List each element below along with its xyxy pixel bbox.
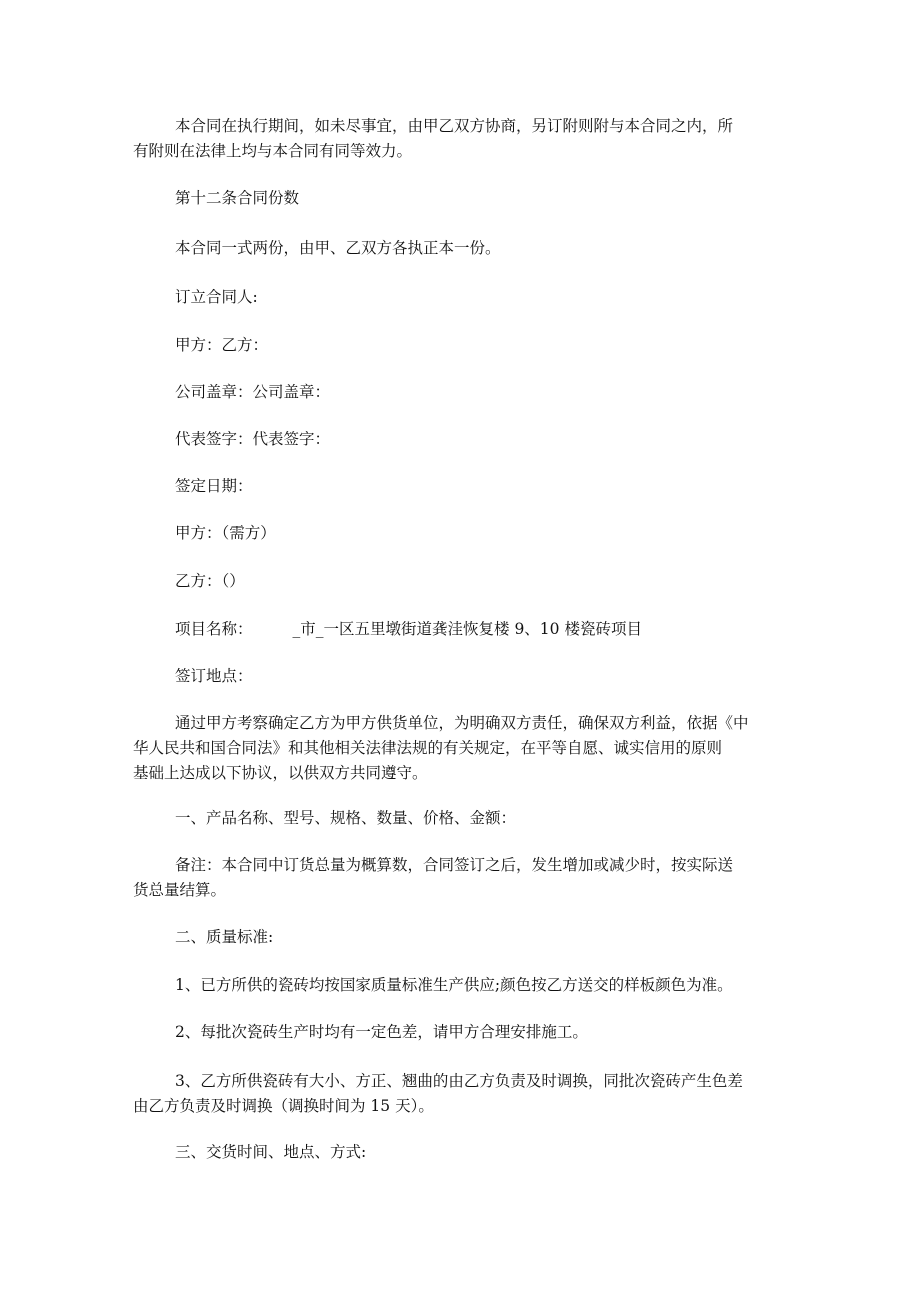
party-a-buyer-label: 甲方：（需方）: [175, 524, 276, 542]
project-name-label: 项目名称：: [175, 620, 253, 638]
representative-signature-label: 代表签字：代表签字：: [175, 430, 331, 448]
paragraph-line: 基础上达成以下协议，以供双方共同遵守。: [133, 764, 428, 782]
paragraph-copies: 本合同一式两份，由甲、乙双方各执正本一份。: [175, 239, 501, 257]
paragraph-line: 本合同在执行期间，如未尽事宜，由甲乙双方协商，另订附则附与本合同之内，所: [175, 117, 734, 135]
project-name-value: _市_一区五里墩街道龚洼恢复楼 9、10 楼瓷砖项目: [292, 620, 642, 638]
quality-item-3: [133, 1069, 793, 1119]
paragraph-remarks: [133, 853, 793, 903]
signing-location-label: 签订地点：: [175, 667, 253, 685]
paragraph-line: 华人民共和国合同法》和其他相关法律法规的有关规定，在平等自愿、诚实信用的原则: [133, 739, 723, 757]
paragraph-line: 货总量结算。: [133, 881, 227, 899]
article-12-heading: 第十二条合同份数: [175, 189, 300, 207]
paragraph-line: 备注：本合同中订货总量为概算数，合同签订之后，发生增加或减少时，按实际送: [175, 856, 734, 874]
paragraph-line: 由乙方负责及时调换（调换时间为 15 天）。: [133, 1097, 434, 1115]
party-a-b-label: 甲方：乙方：: [175, 336, 269, 354]
contracting-parties-label: 订立合同人:: [175, 288, 258, 306]
quality-item-1: 1、已方所供的瓷砖均按国家质量标准生产供应;颜色按乙方送交的样板颜色为准。: [175, 976, 733, 994]
paragraph-line: 3、乙方所供瓷砖有大小、方正、翘曲的由乙方负责及时调换，同批次瓷砖产生色差: [175, 1072, 743, 1090]
section-1-heading: 一、产品名称、型号、规格、数量、价格、金额：: [175, 809, 517, 827]
quality-item-2: 2、每批次瓷砖生产时均有一定色差，请甲方合理安排施工。: [175, 1023, 588, 1041]
company-seal-label: 公司盖章：公司盖章：: [175, 383, 331, 401]
section-2-heading: 二、质量标准:: [175, 928, 274, 946]
paragraph-line: 有附则在法律上均与本合同有同等效力。: [133, 142, 413, 160]
paragraph-supplementary-terms: [133, 114, 793, 164]
section-3-heading: 三、交货时间、地点、方式:: [175, 1143, 367, 1161]
project-name-line: [175, 617, 775, 642]
signing-date-label: 签定日期：: [175, 477, 253, 495]
paragraph-line: 通过甲方考察确定乙方为甲方供货单位，为明确双方责任，确保双方利益，依据《中: [175, 714, 749, 732]
party-b-label: 乙方：（）: [175, 572, 245, 590]
paragraph-agreement-basis: [133, 711, 793, 786]
